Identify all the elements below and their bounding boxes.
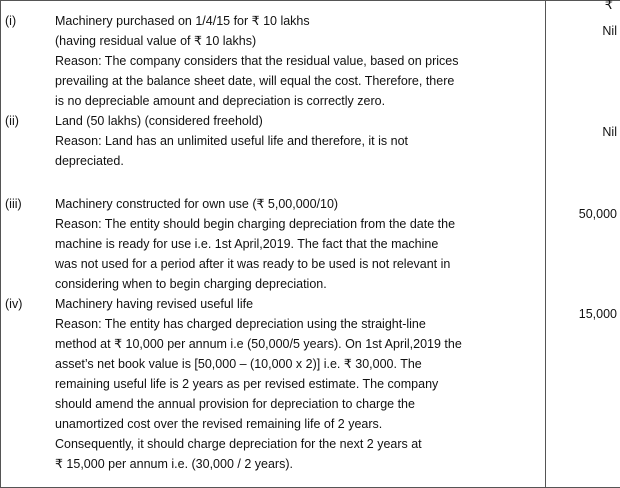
text-line: remaining useful life is 2 years as per revised estimate. The company	[55, 377, 439, 391]
amount-column	[546, 1, 620, 488]
text-line: Machinery constructed for own use (₹ 5,00,000/10)	[55, 197, 339, 211]
text-line: (having residual value of ₹ 10 lakhs)	[55, 34, 257, 48]
text-line: method at ₹ 10,000 per annum i.e (50,000/5 years). On 1st April,2019 the	[55, 337, 462, 351]
text-line: Reason: The company considers that the residual value, based on prices	[55, 54, 459, 68]
text-line: prevailing at the balance sheet date, will equal the cost. Therefore, there	[55, 74, 455, 88]
amount-item-iii: 50,000	[578, 207, 617, 221]
text-line: unamortized cost over the revised remaining life of 2 years.	[55, 417, 383, 431]
item-number: (ii)	[5, 114, 19, 128]
item-ii	[1, 111, 545, 171]
currency-header: ₹	[604, 0, 613, 12]
text-line: Reason: Land has an unlimited useful life and therefore, it is not	[55, 134, 408, 148]
text-line: ₹ 15,000 per annum i.e. (30,000 / 2 years).	[55, 457, 293, 471]
text-line: considering when to begin charging depreciation.	[55, 277, 327, 291]
text-line: Machinery having revised useful life	[55, 297, 254, 311]
amount-item-ii: Nil	[602, 125, 617, 139]
item-number: (iii)	[5, 197, 22, 211]
item-text	[55, 11, 515, 111]
item-iii	[1, 194, 545, 294]
item-number: (iv)	[5, 297, 23, 311]
text-line: Reason: The entity should begin charging depreciation from the date the	[55, 217, 456, 231]
item-iv	[1, 294, 545, 474]
text-line: Consequently, it should charge depreciation for the next 2 years at	[55, 437, 422, 451]
text-line: is no depreciable amount and depreciation is correctly zero.	[55, 94, 386, 108]
amount-item-iv: 15,000	[578, 307, 617, 321]
item-text	[55, 294, 515, 474]
text-line: machine is ready for use i.e. 1st April,2019. The fact that the machine	[55, 237, 439, 251]
item-text	[55, 111, 515, 171]
text-line: Reason: The entity has charged depreciation using the straight-line	[55, 317, 426, 331]
item-i	[1, 11, 545, 111]
table-row	[1, 1, 620, 488]
text-line: depreciated.	[55, 154, 124, 168]
amount-stack	[546, 1, 620, 487]
item-text	[55, 194, 515, 294]
text-line: asset’s net book value is [50,000 – (10,000 x 2)] i.e. ₹ 30,000. The	[55, 357, 422, 371]
explanation-column	[1, 1, 546, 488]
text-line: should amend the annual provision for depreciation to charge the	[55, 397, 415, 411]
amount-item-i: Nil	[602, 24, 617, 38]
text-line: Machinery purchased on 1/4/15 for ₹ 10 lakhs	[55, 14, 310, 28]
text-line: was not used for a period after it was ready to be used is not relevant in	[55, 257, 451, 271]
item-number: (i)	[5, 14, 17, 28]
text-line: Land (50 lakhs) (considered freehold)	[55, 114, 263, 128]
